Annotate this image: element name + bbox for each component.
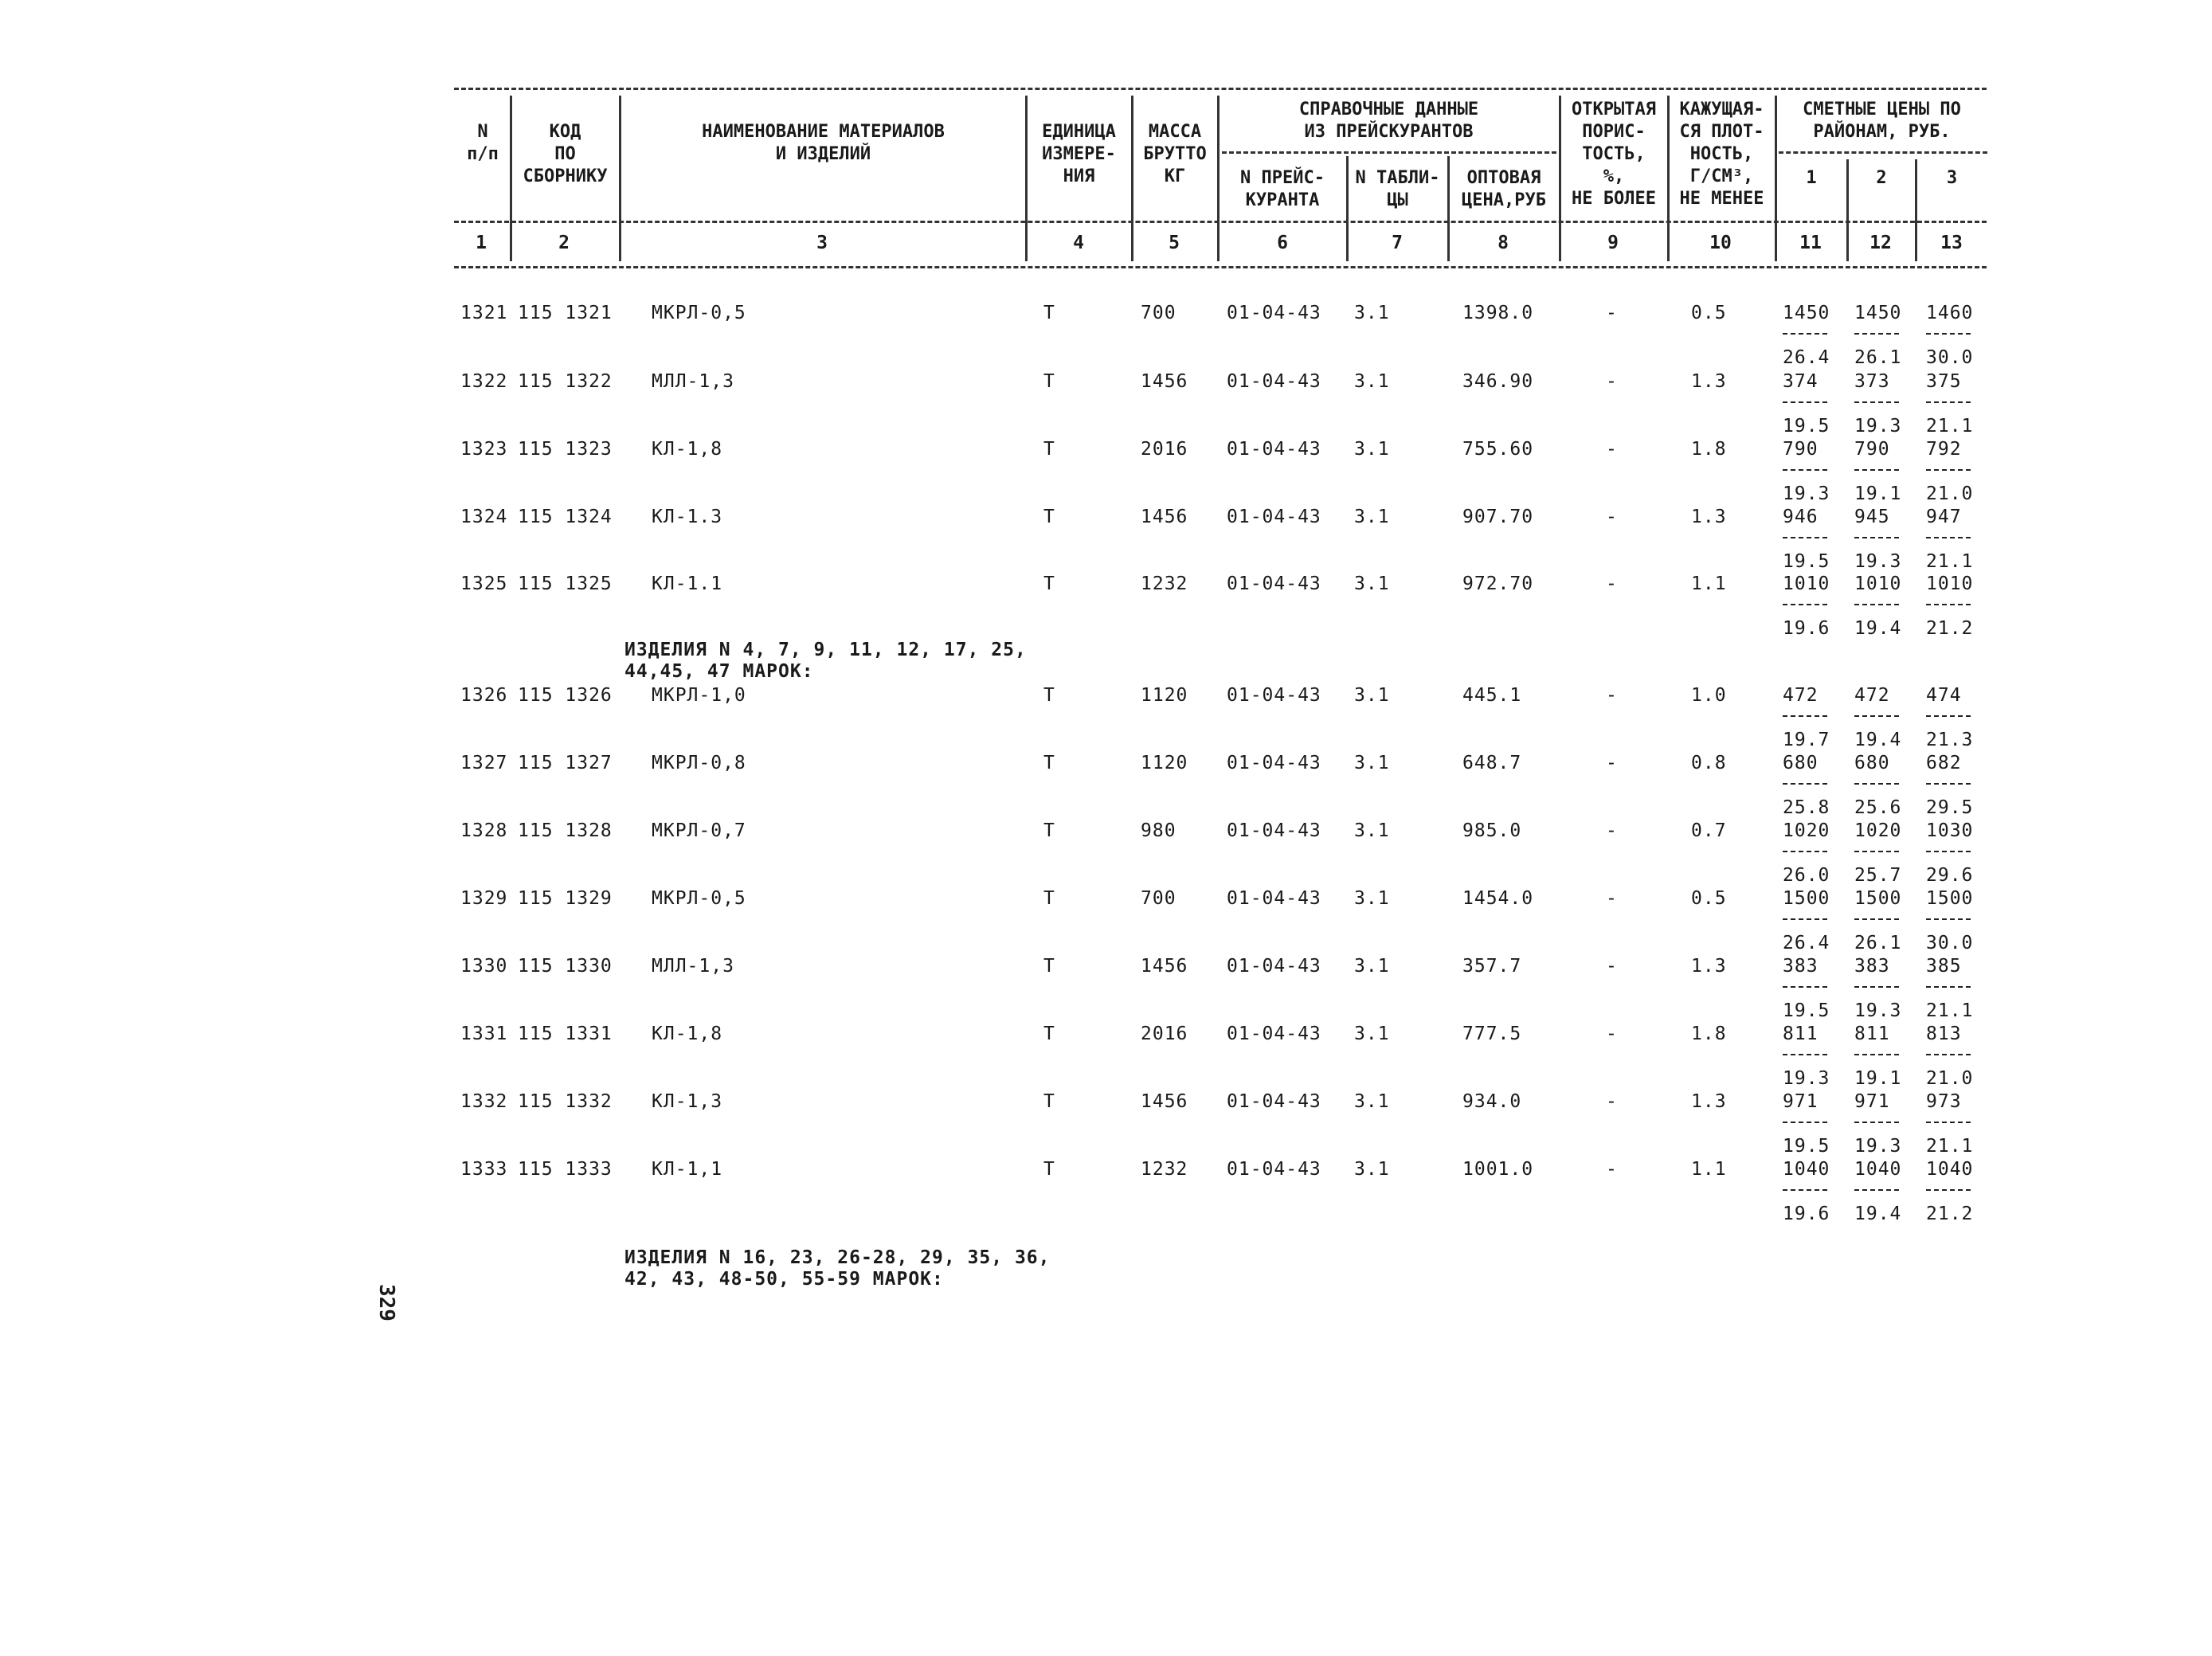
estimated-price-region-2: 1450 (1854, 303, 1902, 323)
cell-density: 1.3 (1691, 371, 1727, 392)
fraction-divider (1926, 918, 1971, 920)
cell-unit: Т (1043, 888, 1055, 909)
cell-unit: Т (1043, 1024, 1055, 1044)
cell-wholesale: 445.1 (1462, 685, 1522, 706)
cell-price-list: 01-04-43 (1227, 685, 1321, 706)
cell-name: КЛ-1,8 (652, 439, 723, 460)
header-region-1: 1 (1806, 168, 1817, 188)
cell-name: МЛЛ-1,3 (652, 371, 734, 392)
estimated-price-region-3: 947 (1926, 507, 1962, 527)
header-region-2: 2 (1876, 168, 1887, 188)
price-denominator-region-1: 19.5 (1783, 1136, 1830, 1157)
fraction-divider (1783, 1189, 1827, 1191)
estimated-price-region-2: 811 (1854, 1024, 1890, 1044)
fraction-divider (1854, 401, 1899, 403)
cell-porosity: - (1606, 956, 1618, 977)
estimated-price-region-3: 385 (1926, 956, 1962, 977)
cell-unit: Т (1043, 956, 1055, 977)
cell-porosity: - (1606, 1091, 1618, 1112)
fraction-divider (1783, 1122, 1827, 1123)
cell-n: 1325 (460, 574, 508, 594)
cell-wholesale: 1398.0 (1462, 303, 1534, 323)
cell-n: 1323 (460, 439, 508, 460)
cell-name: МКРЛ-0,8 (652, 753, 746, 773)
price-denominator-region-2: 19.3 (1854, 1136, 1902, 1157)
cell-density: 0.8 (1691, 753, 1727, 773)
cell-porosity: - (1606, 753, 1618, 773)
fraction-divider (1854, 333, 1899, 335)
price-denominator-region-2: 19.4 (1854, 1204, 1902, 1224)
price-denominator-region-1: 19.3 (1783, 483, 1830, 504)
cell-table: 3.1 (1354, 1091, 1390, 1112)
cell-code: 115 1333 (518, 1159, 613, 1180)
cell-code: 115 1328 (518, 820, 613, 841)
estimated-price-region-2: 1020 (1854, 820, 1902, 841)
column-number-rule (454, 266, 1987, 268)
cell-wholesale: 972.70 (1462, 574, 1534, 594)
cell-code: 115 1325 (518, 574, 613, 594)
cell-wholesale: 777.5 (1462, 1024, 1522, 1044)
price-denominator-region-3: 21.1 (1926, 416, 1974, 437)
cell-mass: 1456 (1141, 1091, 1188, 1112)
cell-name: МЛЛ-1,3 (652, 956, 734, 977)
price-denominator-region-3: 29.5 (1926, 797, 1974, 818)
fraction-divider (1926, 715, 1971, 717)
cell-n: 1321 (460, 303, 508, 323)
cell-unit: Т (1043, 1091, 1055, 1112)
header-region-3: 3 (1946, 168, 1958, 188)
cell-density: 1.3 (1691, 956, 1727, 977)
cell-mass: 1456 (1141, 371, 1188, 392)
fraction-divider (1783, 918, 1827, 920)
estimated-price-region-3: 1040 (1926, 1159, 1974, 1180)
cell-n: 1329 (460, 888, 508, 909)
estimated-price-region-2: 945 (1854, 507, 1890, 527)
header-bottom-rule (454, 221, 1987, 223)
fraction-divider (1783, 715, 1827, 717)
header-density: КАЖУЩАЯ- СЯ ПЛОТ- НОСТЬ, Г/СМ³, НЕ МЕНЕЕ (1679, 100, 1764, 209)
cell-n: 1332 (460, 1091, 508, 1112)
cell-table: 3.1 (1354, 956, 1390, 977)
cell-n: 1331 (460, 1024, 508, 1044)
estimated-price-region-3: 1030 (1926, 820, 1974, 841)
header-wholesale: ОПТОВАЯ ЦЕНА,РУБ (1462, 168, 1546, 210)
estimated-price-region-3: 973 (1926, 1091, 1962, 1112)
column-number: 6 (1277, 233, 1288, 253)
cell-porosity: - (1606, 439, 1618, 460)
estimated-price-region-1: 811 (1783, 1024, 1819, 1044)
cell-mass: 2016 (1141, 439, 1188, 460)
cell-price-list: 01-04-43 (1227, 439, 1321, 460)
cell-wholesale: 985.0 (1462, 820, 1522, 841)
fraction-divider (1854, 851, 1899, 852)
estimated-price-region-2: 472 (1854, 685, 1890, 706)
cell-code: 115 1327 (518, 753, 613, 773)
cell-density: 1.8 (1691, 1024, 1727, 1044)
price-denominator-region-2: 19.3 (1854, 551, 1902, 572)
column-number: 5 (1169, 233, 1180, 253)
cell-unit: Т (1043, 371, 1055, 392)
cell-n: 1328 (460, 820, 508, 841)
cell-density: 1.1 (1691, 1159, 1727, 1180)
fraction-divider (1783, 333, 1827, 335)
cell-table: 3.1 (1354, 685, 1390, 706)
price-denominator-region-1: 26.0 (1783, 865, 1830, 886)
cell-wholesale: 357.7 (1462, 956, 1522, 977)
price-denominator-region-1: 25.8 (1783, 797, 1830, 818)
fraction-divider (1926, 783, 1971, 785)
header-code: КОД ПО СБОРНИКУ (523, 122, 608, 186)
column-number: 3 (816, 233, 828, 253)
cell-table: 3.1 (1354, 439, 1390, 460)
cell-porosity: - (1606, 685, 1618, 706)
cell-code: 115 1324 (518, 507, 613, 527)
estimated-price-region-2: 790 (1854, 439, 1890, 460)
cell-price-list: 01-04-43 (1227, 753, 1321, 773)
header-table: N ТАБЛИ- ЦЫ (1355, 168, 1440, 210)
price-denominator-region-3: 21.3 (1926, 730, 1974, 750)
cell-density: 1.3 (1691, 1091, 1727, 1112)
cell-name: МКРЛ-0,7 (652, 820, 746, 841)
section-heading-1: ИЗДЕЛИЯ N 4, 7, 9, 11, 12, 17, 25, 44,45, 47 МАРОК: (624, 640, 1027, 682)
estimated-price-region-1: 472 (1783, 685, 1819, 706)
header-unit: ЕДИНИЦА ИЗМЕРЕ- НИЯ (1042, 122, 1116, 186)
cell-table: 3.1 (1354, 371, 1390, 392)
cell-wholesale: 934.0 (1462, 1091, 1522, 1112)
fraction-divider (1783, 604, 1827, 605)
fraction-divider (1854, 469, 1899, 471)
fraction-divider (1783, 1054, 1827, 1055)
estimated-price-region-2: 383 (1854, 956, 1890, 977)
cell-mass: 980 (1141, 820, 1176, 841)
price-denominator-region-3: 29.6 (1926, 865, 1974, 886)
cell-density: 0.7 (1691, 820, 1727, 841)
cell-density: 0.5 (1691, 888, 1727, 909)
cell-porosity: - (1606, 1024, 1618, 1044)
cell-price-list: 01-04-43 (1227, 820, 1321, 841)
cell-code: 115 1326 (518, 685, 613, 706)
cell-n: 1330 (460, 956, 508, 977)
cell-density: 1.1 (1691, 574, 1727, 594)
cell-unit: Т (1043, 685, 1055, 706)
header-estimated-prices: СМЕТНЫЕ ЦЕНЫ ПО РАЙОНАМ, РУБ. (1803, 100, 1961, 142)
estimated-price-region-2: 680 (1854, 753, 1890, 773)
cell-mass: 1120 (1141, 685, 1188, 706)
header-porosity: ОТКРЫТАЯ ПОРИС- ТОСТЬ, %, НЕ БОЛЕЕ (1572, 100, 1656, 209)
cell-mass: 1232 (1141, 1159, 1188, 1180)
cell-table: 3.1 (1354, 1024, 1390, 1044)
price-denominator-region-2: 19.3 (1854, 1000, 1902, 1021)
fraction-divider (1854, 918, 1899, 920)
price-denominator-region-3: 21.2 (1926, 1204, 1974, 1224)
cell-table: 3.1 (1354, 820, 1390, 841)
price-denominator-region-2: 19.3 (1854, 416, 1902, 437)
fraction-divider (1783, 537, 1827, 538)
price-denominator-region-2: 26.1 (1854, 933, 1902, 953)
fraction-divider (1926, 986, 1971, 988)
fraction-divider (1926, 469, 1971, 471)
header-mass: МАССА БРУТТО КГ (1143, 122, 1207, 186)
header-name: НАИМЕНОВАНИЕ МАТЕРИАЛОВ И ИЗДЕЛИЙ (702, 122, 945, 164)
price-denominator-region-3: 30.0 (1926, 347, 1974, 368)
fraction-divider (1854, 783, 1899, 785)
fraction-divider (1926, 333, 1971, 335)
cell-mass: 2016 (1141, 1024, 1188, 1044)
fraction-divider (1926, 1054, 1971, 1055)
price-denominator-region-2: 25.6 (1854, 797, 1902, 818)
cell-density: 1.3 (1691, 507, 1727, 527)
price-denominator-region-2: 25.7 (1854, 865, 1902, 886)
cell-wholesale: 755.60 (1462, 439, 1534, 460)
estimated-price-region-2: 1500 (1854, 888, 1902, 909)
cell-porosity: - (1606, 888, 1618, 909)
fraction-divider (1854, 604, 1899, 605)
fraction-divider (1926, 537, 1971, 538)
cell-table: 3.1 (1354, 753, 1390, 773)
cell-name: КЛ-1,8 (652, 1024, 723, 1044)
cell-table: 3.1 (1354, 1159, 1390, 1180)
cell-table: 3.1 (1354, 888, 1390, 909)
estimated-price-region-3: 813 (1926, 1024, 1962, 1044)
price-denominator-region-1: 19.6 (1783, 1204, 1830, 1224)
estimated-price-region-1: 1010 (1783, 574, 1830, 594)
fraction-divider (1854, 715, 1899, 717)
column-number: 10 (1709, 233, 1732, 253)
cell-n: 1322 (460, 371, 508, 392)
cell-name: КЛ-1.1 (652, 574, 723, 594)
price-denominator-region-2: 19.4 (1854, 618, 1902, 639)
price-denominator-region-1: 19.5 (1783, 551, 1830, 572)
price-denominator-region-1: 19.7 (1783, 730, 1830, 750)
cell-mass: 1456 (1141, 956, 1188, 977)
fraction-divider (1854, 1189, 1899, 1191)
cell-price-list: 01-04-43 (1227, 303, 1321, 323)
table-top-rule (454, 88, 1987, 90)
price-subheader-rule (1222, 151, 1556, 154)
cell-price-list: 01-04-43 (1227, 371, 1321, 392)
cell-name: МКРЛ-0,5 (652, 303, 746, 323)
price-denominator-region-3: 21.1 (1926, 1136, 1974, 1157)
cell-porosity: - (1606, 303, 1618, 323)
cell-unit: Т (1043, 1159, 1055, 1180)
estimated-price-region-2: 1010 (1854, 574, 1902, 594)
cell-wholesale: 346.90 (1462, 371, 1534, 392)
fraction-divider (1783, 469, 1827, 471)
column-number: 7 (1392, 233, 1403, 253)
cell-price-list: 01-04-43 (1227, 956, 1321, 977)
price-denominator-region-1: 26.4 (1783, 347, 1830, 368)
fraction-divider (1926, 1189, 1971, 1191)
estimated-price-region-1: 680 (1783, 753, 1819, 773)
cell-name: КЛ-1.3 (652, 507, 723, 527)
section-heading-2: ИЗДЕЛИЯ N 16, 23, 26-28, 29, 35, 36, 42, 43, 48-50, 55-59 МАРОК: (624, 1247, 1051, 1290)
cell-code: 115 1323 (518, 439, 613, 460)
column-number: 8 (1498, 233, 1509, 253)
cell-wholesale: 1454.0 (1462, 888, 1534, 909)
estimated-price-region-3: 1500 (1926, 888, 1974, 909)
cell-code: 115 1331 (518, 1024, 613, 1044)
fraction-divider (1783, 986, 1827, 988)
fraction-divider (1854, 1054, 1899, 1055)
cell-porosity: - (1606, 1159, 1618, 1180)
cell-unit: Т (1043, 820, 1055, 841)
cell-porosity: - (1606, 507, 1618, 527)
cell-code: 115 1322 (518, 371, 613, 392)
price-denominator-region-1: 19.3 (1783, 1068, 1830, 1089)
cell-unit: Т (1043, 507, 1055, 527)
cell-table: 3.1 (1354, 303, 1390, 323)
cell-table: 3.1 (1354, 574, 1390, 594)
estimated-price-region-1: 374 (1783, 371, 1819, 392)
cell-unit: Т (1043, 753, 1055, 773)
cell-price-list: 01-04-43 (1227, 1091, 1321, 1112)
cell-mass: 700 (1141, 303, 1176, 323)
estimated-price-region-2: 373 (1854, 371, 1890, 392)
cell-mass: 700 (1141, 888, 1176, 909)
fraction-divider (1926, 401, 1971, 403)
cell-n: 1333 (460, 1159, 508, 1180)
estimated-price-region-2: 971 (1854, 1091, 1890, 1112)
cell-price-list: 01-04-43 (1227, 1159, 1321, 1180)
cell-wholesale: 1001.0 (1462, 1159, 1534, 1180)
fraction-divider (1783, 783, 1827, 785)
cell-density: 1.0 (1691, 685, 1727, 706)
cell-name: МКРЛ-1,0 (652, 685, 746, 706)
header-price-list: N ПРЕЙС- КУРАНТА (1240, 168, 1325, 210)
cell-wholesale: 907.70 (1462, 507, 1534, 527)
fraction-divider (1854, 1122, 1899, 1123)
cell-price-list: 01-04-43 (1227, 888, 1321, 909)
fraction-divider (1854, 986, 1899, 988)
header-n: N п/п (467, 122, 499, 164)
cell-unit: Т (1043, 303, 1055, 323)
column-number: 1 (476, 233, 487, 253)
column-number: 2 (558, 233, 570, 253)
estimated-price-region-3: 1460 (1926, 303, 1974, 323)
estimated-price-region-3: 474 (1926, 685, 1962, 706)
cell-name: КЛ-1,1 (652, 1159, 723, 1180)
cell-n: 1324 (460, 507, 508, 527)
estimated-price-region-3: 792 (1926, 439, 1962, 460)
estimated-price-region-1: 946 (1783, 507, 1819, 527)
estimated-price-region-1: 1450 (1783, 303, 1830, 323)
price-denominator-region-2: 19.4 (1854, 730, 1902, 750)
cell-price-list: 01-04-43 (1227, 507, 1321, 527)
column-number: 4 (1073, 233, 1084, 253)
price-denominator-region-1: 19.6 (1783, 618, 1830, 639)
cell-code: 115 1329 (518, 888, 613, 909)
estimated-price-region-3: 1010 (1926, 574, 1974, 594)
price-denominator-region-3: 21.0 (1926, 483, 1974, 504)
estimated-price-region-3: 375 (1926, 371, 1962, 392)
cell-porosity: - (1606, 371, 1618, 392)
price-denominator-region-3: 21.0 (1926, 1068, 1974, 1089)
cell-price-list: 01-04-43 (1227, 574, 1321, 594)
fraction-divider (1926, 851, 1971, 852)
price-denominator-region-3: 21.1 (1926, 1000, 1974, 1021)
cell-table: 3.1 (1354, 507, 1390, 527)
cell-mass: 1232 (1141, 574, 1188, 594)
price-denominator-region-1: 26.4 (1783, 933, 1830, 953)
cell-price-list: 01-04-43 (1227, 1024, 1321, 1044)
column-number: 13 (1940, 233, 1963, 253)
header-reference-data: СПРАВОЧНЫЕ ДАННЫЕ ИЗ ПРЕЙСКУРАНТОВ (1298, 100, 1479, 142)
price-denominator-region-2: 19.1 (1854, 483, 1902, 504)
column-number: 9 (1607, 233, 1619, 253)
cell-mass: 1456 (1141, 507, 1188, 527)
estimated-price-region-1: 1040 (1783, 1159, 1830, 1180)
price-denominator-region-3: 21.2 (1926, 618, 1974, 639)
price-denominator-region-1: 19.5 (1783, 1000, 1830, 1021)
cell-n: 1327 (460, 753, 508, 773)
price-denominator-region-3: 30.0 (1926, 933, 1974, 953)
price-denominator-region-3: 21.1 (1926, 551, 1974, 572)
cell-code: 115 1332 (518, 1091, 613, 1112)
estimated-price-region-1: 1500 (1783, 888, 1830, 909)
cell-mass: 1120 (1141, 753, 1188, 773)
cell-n: 1326 (460, 685, 508, 706)
cell-code: 115 1321 (518, 303, 613, 323)
estimated-price-region-1: 1020 (1783, 820, 1830, 841)
cell-porosity: - (1606, 574, 1618, 594)
estimated-price-region-2: 1040 (1854, 1159, 1902, 1180)
fraction-divider (1854, 537, 1899, 538)
page-number: 329 (374, 1284, 398, 1321)
cell-name: КЛ-1,3 (652, 1091, 723, 1112)
estimated-price-region-1: 790 (1783, 439, 1819, 460)
cell-wholesale: 648.7 (1462, 753, 1522, 773)
region-subheader-rule (1779, 151, 1987, 154)
cell-code: 115 1330 (518, 956, 613, 977)
fraction-divider (1783, 401, 1827, 403)
estimated-price-region-1: 383 (1783, 956, 1819, 977)
cell-density: 0.5 (1691, 303, 1727, 323)
cell-name: МКРЛ-0,5 (652, 888, 746, 909)
cell-unit: Т (1043, 574, 1055, 594)
estimated-price-region-1: 971 (1783, 1091, 1819, 1112)
price-denominator-region-2: 26.1 (1854, 347, 1902, 368)
fraction-divider (1783, 851, 1827, 852)
estimated-price-region-3: 682 (1926, 753, 1962, 773)
price-denominator-region-2: 19.1 (1854, 1068, 1902, 1089)
column-number: 11 (1799, 233, 1822, 253)
cell-density: 1.8 (1691, 439, 1727, 460)
price-denominator-region-1: 19.5 (1783, 416, 1830, 437)
cell-unit: Т (1043, 439, 1055, 460)
column-number: 12 (1869, 233, 1892, 253)
cell-porosity: - (1606, 820, 1618, 841)
fraction-divider (1926, 1122, 1971, 1123)
fraction-divider (1926, 604, 1971, 605)
